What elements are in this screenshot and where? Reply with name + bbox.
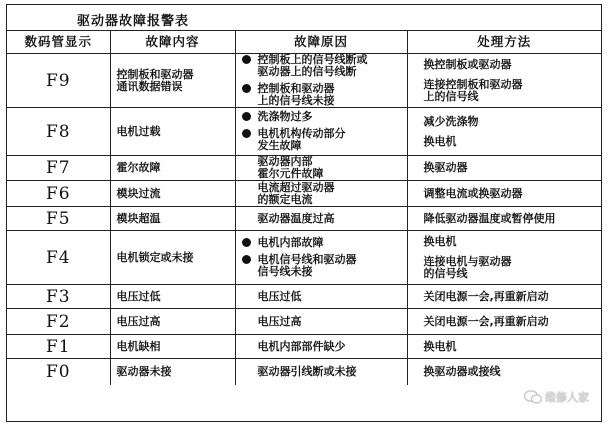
fault-method [407, 285, 601, 309]
method-text: 换电机 [423, 234, 457, 248]
fault-cause [235, 309, 407, 335]
cause-text: 驱动器引线断或未接 [257, 364, 357, 378]
fault-code: F7 [7, 156, 110, 181]
cause-text: 电压过低 [257, 289, 302, 303]
cause-text: 电压过高 [257, 314, 302, 328]
fault-method [407, 335, 601, 359]
header-code: 数码管显示 [7, 31, 110, 54]
bullet-icon [242, 84, 251, 93]
fault-method [407, 181, 601, 207]
method-text: 关闭电源一会,再重新启动 [423, 289, 549, 303]
fault-code: F5 [7, 207, 110, 231]
fault-table [7, 31, 601, 385]
fault-code: F8 [7, 108, 110, 156]
cause-text: 控制板上的信号线断或 驱动器上的信号线断 [257, 53, 368, 78]
table-row [7, 309, 601, 335]
fault-method [407, 359, 601, 385]
fault-cause [235, 335, 407, 359]
fault-content: 电压过低 [110, 285, 235, 309]
fault-content: 模块过流 [110, 181, 235, 207]
cause-item [242, 237, 401, 249]
fault-content: 模块超温 [110, 207, 235, 231]
method-text: 换控制板或驱动器 [423, 57, 512, 71]
method-text: 降低驱动器温度或暂停使用 [423, 211, 556, 225]
title-row [7, 5, 601, 31]
wechat-icon [524, 390, 542, 404]
bullet-icon [242, 129, 251, 138]
table-row [7, 359, 601, 385]
table-title: 驱动器故障报警表 [77, 14, 190, 29]
bullet-icon [242, 238, 251, 247]
fault-cause [235, 181, 407, 207]
fault-alarm-table-sheet [6, 4, 602, 422]
table-row [7, 207, 601, 231]
cause-text: 驱动器温度过高 [257, 211, 335, 225]
cause-text: 控制板和驱动器 上的信号线未接 [257, 82, 335, 107]
table-row [7, 181, 601, 207]
watermark [524, 389, 589, 405]
fault-code: F9 [7, 54, 110, 108]
cause-text: 电流超过驱动器 的额定电流 [257, 180, 335, 206]
fault-method [407, 156, 601, 181]
method-text: 换驱动器 [423, 161, 468, 174]
fault-method [407, 54, 601, 108]
table-row [7, 285, 601, 309]
bullet-icon [242, 255, 251, 264]
method-text: 连接电机与驱动器 的信号线 [423, 254, 512, 280]
fault-code: F6 [7, 181, 110, 207]
table-row [7, 108, 601, 156]
cause-item [242, 111, 401, 123]
cause-text: 电机机构传动部分 发生故障 [257, 127, 346, 152]
cause-item [242, 254, 401, 278]
fault-code: F0 [7, 359, 110, 385]
fault-method [407, 207, 601, 231]
method-text: 换电机 [423, 134, 457, 148]
fault-cause [235, 156, 407, 181]
fault-code: F2 [7, 309, 110, 335]
fault-cause [235, 54, 407, 108]
cause-text: 洗涤物过多 [257, 110, 313, 123]
method-text: 减少洗涤物 [423, 114, 479, 128]
fault-method [407, 309, 601, 335]
fault-cause [235, 285, 407, 309]
method-text: 调整电流或换驱动器 [423, 186, 523, 200]
cause-text: 电机信号线和驱动器 信号线未接 [257, 253, 357, 278]
fault-code: F3 [7, 285, 110, 309]
fault-content: 霍尔故障 [110, 156, 235, 181]
fault-code: F4 [7, 231, 110, 285]
watermark-text: 维修人家 [545, 391, 589, 404]
table-row [7, 54, 601, 108]
method-text: 换驱动器或接线 [423, 364, 501, 378]
bullet-icon [242, 55, 251, 64]
fault-content: 电机过载 [110, 108, 235, 156]
header-method: 处理方法 [407, 31, 601, 54]
header-row [7, 31, 601, 54]
table-row [7, 231, 601, 285]
method-text: 换电机 [423, 339, 457, 353]
cause-item [242, 54, 401, 78]
method-text: 关闭电源一会,再重新启动 [423, 314, 549, 328]
fault-content: 电压过高 [110, 309, 235, 335]
method-text: 连接控制板和驱动器 上的信号线 [423, 77, 523, 103]
fault-content: 驱动器未接 [110, 359, 235, 385]
fault-content: 电机缺相 [110, 335, 235, 359]
cause-item [242, 83, 401, 107]
cause-text: 驱动器内部 霍尔元件故障 [257, 155, 324, 180]
header-content: 故障内容 [110, 31, 235, 54]
fault-code: F1 [7, 335, 110, 359]
cause-text: 电机内部故障 [257, 236, 324, 249]
cause-item [242, 128, 401, 152]
table-row [7, 335, 601, 359]
fault-method [407, 231, 601, 285]
fault-content: 电机锁定或未接 [110, 231, 235, 285]
fault-cause [235, 108, 407, 156]
cause-text: 电机内部部件缺少 [257, 339, 346, 353]
bullet-icon [242, 112, 251, 121]
fault-cause [235, 359, 407, 385]
fault-method [407, 108, 601, 156]
fault-cause [235, 231, 407, 285]
fault-cause [235, 207, 407, 231]
fault-content: 控制板和驱动器 通讯数据错误 [110, 54, 235, 108]
header-cause: 故障原因 [235, 31, 407, 54]
table-row [7, 156, 601, 181]
